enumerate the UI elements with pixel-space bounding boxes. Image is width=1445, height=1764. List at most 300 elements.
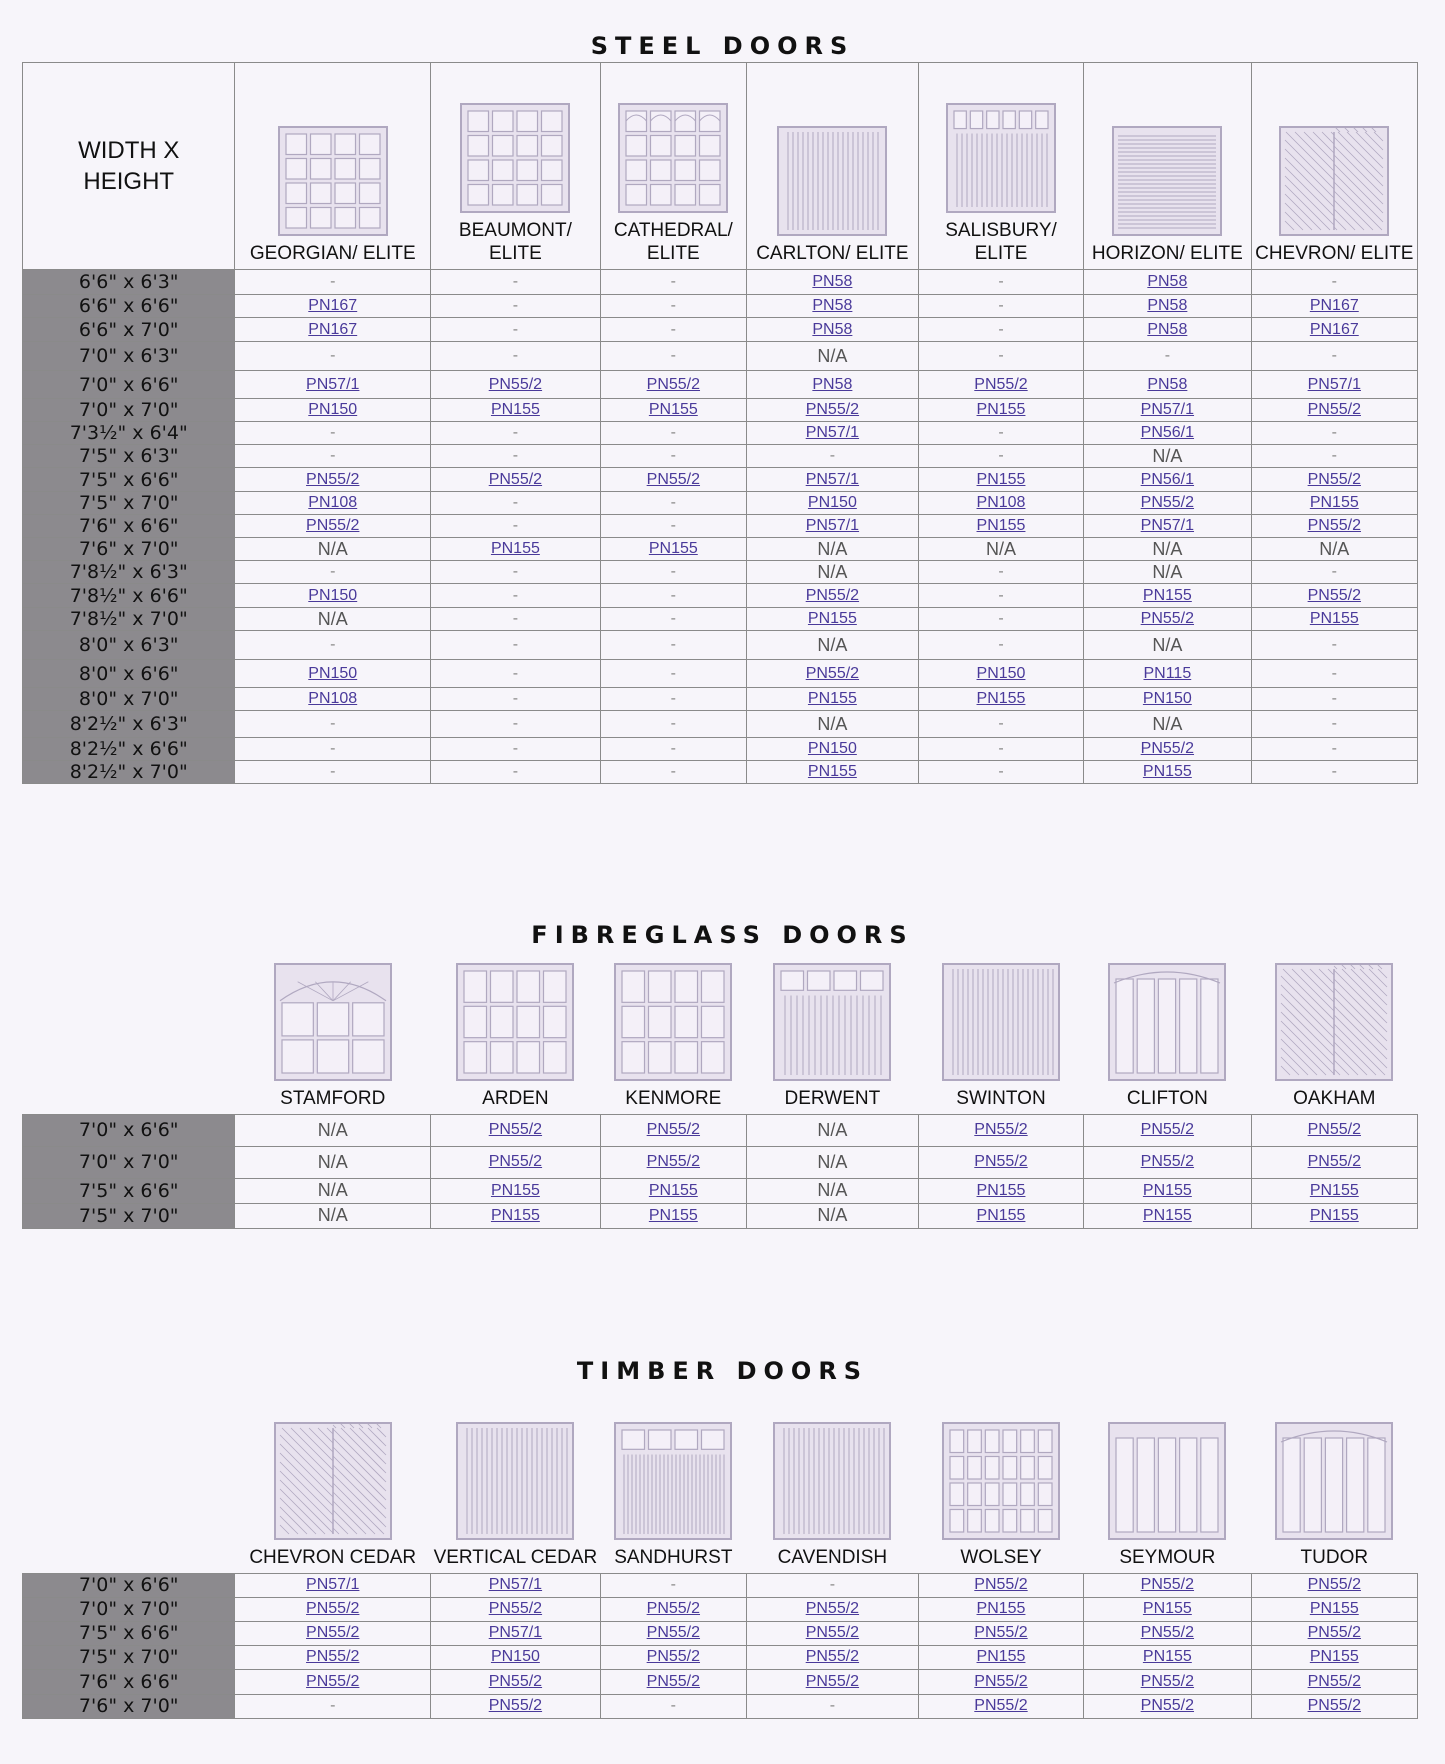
part-cell bbox=[235, 584, 431, 608]
part-cell bbox=[235, 492, 431, 515]
door-name-label: CLIFTON bbox=[1126, 1087, 1208, 1109]
part-cell bbox=[600, 295, 746, 318]
not-available-label: N/A bbox=[317, 538, 348, 559]
part-cell bbox=[918, 515, 1083, 538]
part-cell bbox=[431, 399, 601, 422]
door-column-header bbox=[1084, 63, 1251, 270]
part-cell bbox=[235, 738, 431, 761]
part-number-link[interactable]: PN55/2 bbox=[646, 1648, 701, 1665]
part-cell bbox=[918, 688, 1083, 711]
door-size-cell: 7'0" x 7'0" bbox=[23, 399, 235, 422]
part-number-link[interactable]: PN55/2 bbox=[306, 1648, 360, 1665]
door-column-header bbox=[431, 63, 601, 270]
door-name-label: TUDOR bbox=[1300, 1546, 1369, 1568]
part-number-link[interactable]: PN150 bbox=[1142, 690, 1192, 707]
door-column-header bbox=[918, 63, 1083, 270]
empty-dash: - bbox=[998, 586, 1004, 604]
door-name-label: OAKHAM bbox=[1293, 1087, 1376, 1109]
part-cell bbox=[600, 1645, 746, 1669]
table-row bbox=[23, 1114, 1418, 1146]
table-row bbox=[23, 492, 1418, 515]
part-number-link[interactable]: PN55/2 bbox=[1307, 1672, 1361, 1690]
arden-door-icon bbox=[431, 963, 601, 1081]
door-name-label: CHEVRON CEDAR bbox=[249, 1546, 417, 1568]
not-available-label: N/A bbox=[1152, 713, 1183, 734]
part-number-link[interactable]: PN55/2 bbox=[646, 1672, 701, 1690]
part-cell bbox=[918, 422, 1083, 445]
empty-dash: - bbox=[512, 664, 519, 682]
part-number-link[interactable]: PN55/2 bbox=[974, 1624, 1028, 1641]
door-column-header bbox=[746, 954, 918, 1114]
door-column-header bbox=[235, 954, 431, 1114]
not-available-label: N/A bbox=[817, 1205, 848, 1225]
part-cell bbox=[918, 1597, 1083, 1621]
derwent-door-icon bbox=[746, 963, 918, 1081]
empty-dash: - bbox=[512, 586, 519, 604]
part-number-link[interactable]: PN108 bbox=[308, 494, 358, 511]
part-number-link[interactable]: PN155 bbox=[648, 401, 698, 418]
part-number-link[interactable]: PN55/2 bbox=[1307, 1121, 1361, 1138]
empty-dash: - bbox=[670, 740, 676, 757]
part-number-link[interactable]: PN55/2 bbox=[488, 1672, 543, 1690]
part-number-link[interactable]: PN115 bbox=[1143, 664, 1192, 682]
part-cell bbox=[1251, 1621, 1417, 1645]
door-size-cell: 7'6" x 6'6" bbox=[23, 515, 235, 538]
door-name-label: CHEVRON/ ELITE bbox=[1255, 243, 1414, 264]
part-cell bbox=[235, 422, 431, 445]
part-number-link[interactable]: PN155 bbox=[1309, 1648, 1359, 1665]
empty-dash: - bbox=[512, 320, 519, 338]
part-cell bbox=[1251, 1645, 1417, 1669]
part-number-link[interactable]: PN55/2 bbox=[974, 1121, 1028, 1138]
part-cell bbox=[600, 711, 746, 738]
door-column-header bbox=[746, 1407, 918, 1573]
empty-dash: - bbox=[998, 347, 1004, 364]
part-number-link[interactable]: PN58 bbox=[812, 297, 853, 314]
part-number-link[interactable]: PN155 bbox=[1309, 610, 1359, 627]
part-number-link[interactable]: PN57/1 bbox=[488, 1576, 543, 1593]
part-number-link[interactable]: PN55/2 bbox=[488, 1697, 543, 1714]
part-number-link[interactable]: PN55/2 bbox=[646, 375, 701, 393]
part-cell bbox=[1084, 761, 1251, 784]
part-number-link[interactable]: PN55/2 bbox=[1140, 1153, 1195, 1170]
part-number-link[interactable]: PN57/1 bbox=[306, 1576, 360, 1593]
part-number-link[interactable]: PN150 bbox=[308, 664, 358, 682]
empty-dash: - bbox=[1331, 273, 1337, 290]
part-number-link[interactable]: PN57/1 bbox=[1307, 375, 1361, 393]
part-number-link[interactable]: PN155 bbox=[976, 470, 1026, 488]
part-number-link[interactable]: PN155 bbox=[976, 517, 1026, 534]
part-cell bbox=[600, 371, 746, 399]
part-number-link[interactable]: PN55/2 bbox=[974, 1576, 1028, 1593]
part-cell bbox=[431, 561, 601, 584]
part-cell bbox=[431, 538, 601, 561]
part-number-link[interactable]: PN55/2 bbox=[805, 1624, 860, 1641]
cathedral-door-icon bbox=[601, 103, 746, 213]
part-number-link[interactable]: PN155 bbox=[648, 1181, 698, 1199]
empty-dash: - bbox=[512, 763, 519, 780]
part-cell bbox=[431, 608, 601, 631]
fibreglass-doors-table bbox=[22, 954, 1418, 1229]
part-cell bbox=[746, 1645, 918, 1669]
part-cell bbox=[431, 738, 601, 761]
part-number-link[interactable]: PN58 bbox=[812, 320, 853, 338]
part-cell bbox=[746, 270, 918, 295]
part-number-link[interactable]: PN55/2 bbox=[1140, 1624, 1195, 1641]
part-number-link[interactable]: PN57/1 bbox=[805, 424, 860, 441]
part-cell bbox=[235, 1669, 431, 1694]
part-number-link[interactable]: PN55/2 bbox=[646, 1153, 701, 1170]
door-size-cell: 6'6" x 6'6" bbox=[23, 295, 235, 318]
part-number-link[interactable]: PN155 bbox=[1142, 1600, 1192, 1617]
part-number-link[interactable]: PN155 bbox=[1142, 1206, 1192, 1224]
part-cell bbox=[746, 445, 918, 468]
part-number-link[interactable]: PN155 bbox=[807, 763, 857, 780]
part-number-link[interactable]: PN55/2 bbox=[488, 1121, 543, 1138]
steel-doors-title: STEEL DOORS bbox=[590, 32, 855, 60]
door-column-header bbox=[746, 63, 918, 270]
empty-dash: - bbox=[670, 690, 676, 707]
part-number-link[interactable]: PN155 bbox=[1142, 586, 1192, 604]
part-number-link[interactable]: PN55/2 bbox=[1140, 1576, 1195, 1593]
part-number-link[interactable]: PN55/2 bbox=[1307, 586, 1361, 604]
part-number-link[interactable]: PN55/2 bbox=[805, 1672, 860, 1690]
part-number-link[interactable]: PN150 bbox=[807, 494, 857, 511]
part-cell bbox=[746, 608, 918, 631]
part-number-link[interactable]: PN57/1 bbox=[1140, 401, 1195, 418]
part-cell bbox=[431, 515, 601, 538]
empty-dash: - bbox=[1331, 347, 1337, 364]
part-cell bbox=[1251, 688, 1417, 711]
empty-dash: - bbox=[1331, 664, 1337, 682]
part-cell bbox=[918, 1114, 1083, 1146]
part-number-link[interactable]: PN55/2 bbox=[646, 1600, 701, 1617]
part-cell bbox=[600, 561, 746, 584]
part-number-link[interactable]: PN55/2 bbox=[1307, 1697, 1361, 1714]
not-available-label: N/A bbox=[985, 538, 1016, 559]
part-cell bbox=[746, 422, 918, 445]
part-number-link[interactable]: PN55/2 bbox=[646, 470, 701, 488]
empty-dash: - bbox=[330, 763, 336, 780]
part-cell bbox=[600, 1669, 746, 1694]
part-number-link[interactable]: PN155 bbox=[490, 1181, 540, 1199]
door-size-cell: 7'8½" x 7'0" bbox=[23, 608, 235, 631]
part-number-link[interactable]: PN155 bbox=[976, 690, 1026, 707]
part-cell bbox=[1084, 1573, 1251, 1597]
part-number-link[interactable]: PN155 bbox=[1309, 1181, 1359, 1199]
part-number-link[interactable]: PN155 bbox=[490, 1206, 540, 1224]
part-cell bbox=[918, 468, 1083, 492]
part-cell bbox=[600, 1114, 746, 1146]
part-cell bbox=[1084, 270, 1251, 295]
part-number-link[interactable]: PN55/2 bbox=[646, 1121, 701, 1138]
part-number-link[interactable]: PN55/2 bbox=[805, 1648, 860, 1665]
empty-dash: - bbox=[512, 715, 519, 732]
part-cell bbox=[918, 1178, 1083, 1203]
part-number-link[interactable]: PN55/2 bbox=[805, 586, 860, 604]
part-cell bbox=[600, 422, 746, 445]
part-cell bbox=[235, 761, 431, 784]
part-cell bbox=[600, 660, 746, 688]
empty-dash: - bbox=[670, 494, 676, 511]
part-cell bbox=[918, 445, 1083, 468]
part-number-link[interactable]: PN55/2 bbox=[1140, 1697, 1195, 1714]
part-cell bbox=[1251, 468, 1417, 492]
part-number-link[interactable]: PN155 bbox=[807, 690, 857, 707]
empty-dash: - bbox=[670, 636, 676, 653]
part-number-link[interactable]: PN55/2 bbox=[306, 1672, 360, 1690]
not-available-label: N/A bbox=[317, 1205, 348, 1225]
empty-dash: - bbox=[330, 740, 336, 757]
part-number-link[interactable]: PN167 bbox=[1309, 297, 1359, 314]
part-cell bbox=[431, 1178, 601, 1203]
part-cell bbox=[746, 492, 918, 515]
part-number-link[interactable]: PN55/2 bbox=[1140, 1672, 1195, 1690]
empty-dash: - bbox=[670, 664, 676, 682]
part-cell bbox=[746, 1669, 918, 1694]
empty-dash: - bbox=[670, 1576, 676, 1593]
part-cell bbox=[431, 422, 601, 445]
empty-dash: - bbox=[330, 563, 336, 580]
part-cell bbox=[1084, 342, 1251, 371]
part-cell bbox=[746, 342, 918, 371]
part-number-link[interactable]: PN155 bbox=[976, 401, 1026, 418]
not-available-label: N/A bbox=[817, 345, 848, 366]
part-number-link[interactable]: PN55/2 bbox=[1307, 470, 1361, 488]
empty-dash: - bbox=[998, 320, 1004, 338]
part-number-link[interactable]: PN57/1 bbox=[805, 470, 860, 488]
part-cell bbox=[235, 1597, 431, 1621]
door-size-cell: 8'0" x 7'0" bbox=[23, 688, 235, 711]
part-cell bbox=[918, 295, 1083, 318]
part-number-link[interactable]: PN167 bbox=[308, 320, 358, 338]
part-cell bbox=[918, 1694, 1083, 1718]
part-cell bbox=[918, 1645, 1083, 1669]
part-number-link[interactable]: PN155 bbox=[976, 1206, 1026, 1224]
part-cell bbox=[746, 660, 918, 688]
part-number-link[interactable]: PN155 bbox=[1309, 494, 1359, 511]
part-cell bbox=[746, 399, 918, 422]
door-name-label: HORIZON/ ELITE bbox=[1091, 243, 1243, 264]
part-number-link[interactable]: PN58 bbox=[1147, 375, 1188, 393]
part-number-link[interactable]: PN108 bbox=[976, 494, 1026, 511]
part-cell bbox=[918, 660, 1083, 688]
part-cell bbox=[431, 711, 601, 738]
table-row bbox=[23, 561, 1418, 584]
part-number-link[interactable]: PN155 bbox=[976, 1181, 1026, 1199]
part-cell bbox=[918, 738, 1083, 761]
part-cell bbox=[1084, 422, 1251, 445]
part-cell bbox=[431, 342, 601, 371]
part-number-link[interactable]: PN155 bbox=[490, 540, 540, 557]
part-number-link[interactable]: PN55/2 bbox=[805, 401, 860, 418]
part-cell bbox=[746, 1203, 918, 1228]
part-number-link[interactable]: PN57/1 bbox=[1140, 517, 1195, 534]
not-available-label: N/A bbox=[1319, 538, 1350, 559]
part-cell bbox=[431, 1694, 601, 1718]
part-cell bbox=[1251, 660, 1417, 688]
part-cell bbox=[235, 561, 431, 584]
part-cell bbox=[1084, 1203, 1251, 1228]
part-number-link[interactable]: PN55/2 bbox=[306, 517, 360, 534]
oakham-door-icon bbox=[1251, 963, 1417, 1081]
door-size-cell: 8'2½" x 6'6" bbox=[23, 738, 235, 761]
part-number-link[interactable]: PN108 bbox=[308, 690, 358, 707]
part-number-link[interactable]: PN150 bbox=[308, 586, 358, 604]
part-cell bbox=[235, 1114, 431, 1146]
part-cell bbox=[1084, 1694, 1251, 1718]
part-number-link[interactable]: PN55/2 bbox=[1307, 401, 1361, 418]
part-cell bbox=[600, 1203, 746, 1228]
door-column-header bbox=[600, 63, 746, 270]
part-number-link[interactable]: PN56/1 bbox=[1140, 424, 1195, 441]
part-number-link[interactable]: PN150 bbox=[490, 1648, 540, 1665]
part-number-link[interactable]: PN55/2 bbox=[1140, 610, 1195, 627]
part-number-link[interactable]: PN150 bbox=[976, 664, 1026, 682]
table-row bbox=[23, 1597, 1418, 1621]
part-number-link[interactable]: PN57/1 bbox=[805, 517, 860, 534]
part-cell bbox=[1084, 631, 1251, 660]
part-number-link[interactable]: PN155 bbox=[976, 1648, 1026, 1665]
part-cell bbox=[431, 1645, 601, 1669]
part-number-link[interactable]: PN155 bbox=[1142, 763, 1192, 780]
empty-dash: - bbox=[330, 1697, 336, 1714]
part-cell bbox=[918, 584, 1083, 608]
part-number-link[interactable]: PN58 bbox=[1147, 320, 1188, 338]
part-number-link[interactable]: PN155 bbox=[490, 401, 540, 418]
part-number-link[interactable]: PN58 bbox=[1147, 297, 1188, 314]
door-name-label: CATHEDRAL/ ELITE bbox=[613, 220, 733, 264]
door-column-header bbox=[918, 1407, 1083, 1573]
part-cell bbox=[918, 318, 1083, 342]
part-number-link[interactable]: PN155 bbox=[648, 1206, 698, 1224]
part-number-link[interactable]: PN55/2 bbox=[488, 375, 543, 393]
empty-dash: - bbox=[998, 297, 1004, 314]
part-cell bbox=[600, 342, 746, 371]
part-cell bbox=[235, 1203, 431, 1228]
part-number-link[interactable]: PN55/2 bbox=[805, 1600, 860, 1617]
empty-dash: - bbox=[670, 1697, 676, 1714]
empty-dash: - bbox=[998, 447, 1004, 464]
part-cell bbox=[235, 688, 431, 711]
part-number-link[interactable]: PN55/2 bbox=[306, 1600, 360, 1617]
table-row bbox=[23, 711, 1418, 738]
part-number-link[interactable]: PN55/2 bbox=[974, 1153, 1028, 1170]
part-number-link[interactable]: PN55/2 bbox=[488, 1153, 543, 1170]
part-number-link[interactable]: PN57/1 bbox=[306, 375, 360, 393]
part-number-link[interactable]: PN56/1 bbox=[1140, 470, 1195, 488]
door-name-label: SEYMOUR bbox=[1119, 1546, 1216, 1568]
part-number-link[interactable]: PN55/2 bbox=[1140, 494, 1195, 511]
part-number-link[interactable]: PN55/2 bbox=[488, 1600, 543, 1617]
part-number-link[interactable]: PN155 bbox=[648, 540, 698, 557]
part-cell bbox=[431, 1114, 601, 1146]
steel-doors-table bbox=[22, 62, 1418, 784]
part-number-link[interactable]: PN55/2 bbox=[974, 1672, 1028, 1690]
part-number-link[interactable]: PN57/1 bbox=[488, 1624, 543, 1641]
part-number-link[interactable]: PN58 bbox=[812, 375, 853, 393]
part-number-link[interactable]: PN55/2 bbox=[1307, 1576, 1361, 1593]
not-available-label: N/A bbox=[1152, 634, 1183, 655]
part-number-link[interactable]: PN58 bbox=[1147, 273, 1188, 290]
part-number-link[interactable]: PN55/2 bbox=[1307, 517, 1361, 534]
part-cell bbox=[600, 1573, 746, 1597]
not-available-label: N/A bbox=[817, 538, 848, 559]
part-cell bbox=[431, 295, 601, 318]
part-cell bbox=[600, 492, 746, 515]
part-cell bbox=[918, 761, 1083, 784]
part-cell bbox=[235, 270, 431, 295]
part-number-link[interactable]: PN155 bbox=[1309, 1600, 1359, 1617]
part-number-link[interactable]: PN155 bbox=[1309, 1206, 1359, 1224]
part-number-link[interactable]: PN155 bbox=[807, 610, 857, 627]
part-number-link[interactable]: PN55/2 bbox=[805, 664, 860, 682]
empty-dash: - bbox=[1164, 347, 1171, 364]
part-cell bbox=[431, 1669, 601, 1694]
part-number-link[interactable]: PN55/2 bbox=[306, 1624, 360, 1641]
height-header-label: HEIGHT bbox=[83, 168, 175, 195]
table-row bbox=[23, 468, 1418, 492]
part-number-link[interactable]: PN167 bbox=[308, 297, 358, 314]
part-number-link[interactable]: PN55/2 bbox=[1307, 1153, 1361, 1170]
part-cell bbox=[746, 318, 918, 342]
part-number-link[interactable]: PN55/2 bbox=[488, 470, 543, 488]
part-number-link[interactable]: PN155 bbox=[976, 1600, 1026, 1617]
part-cell bbox=[918, 371, 1083, 399]
kenmore-door-icon bbox=[600, 963, 746, 1081]
table-row bbox=[23, 1621, 1418, 1645]
door-size-cell: 7'0" x 6'6" bbox=[23, 371, 235, 399]
table-row bbox=[23, 1669, 1418, 1694]
not-available-label: N/A bbox=[817, 1119, 848, 1140]
part-number-link[interactable]: PN55/2 bbox=[974, 1697, 1028, 1714]
part-number-link[interactable]: PN155 bbox=[1142, 1648, 1192, 1665]
part-number-link[interactable]: PN55/2 bbox=[1307, 1624, 1361, 1641]
part-number-link[interactable]: PN167 bbox=[1309, 320, 1359, 338]
part-number-link[interactable]: PN150 bbox=[308, 401, 358, 418]
part-cell bbox=[1084, 1178, 1251, 1203]
sandhurst-door-icon bbox=[600, 1422, 746, 1540]
empty-dash: - bbox=[670, 563, 676, 580]
part-number-link[interactable]: PN58 bbox=[812, 273, 853, 290]
part-cell bbox=[746, 761, 918, 784]
part-number-link[interactable]: PN55/2 bbox=[974, 375, 1028, 393]
door-column-header bbox=[1251, 954, 1417, 1114]
part-number-link[interactable]: PN150 bbox=[807, 740, 857, 757]
wolsey-door-icon bbox=[918, 1422, 1083, 1540]
door-size-cell: 7'6" x 7'0" bbox=[23, 538, 235, 561]
part-number-link[interactable]: PN55/2 bbox=[1140, 1121, 1195, 1138]
door-size-cell: 6'6" x 7'0" bbox=[23, 318, 235, 342]
beaumont-door-icon bbox=[431, 103, 600, 213]
part-cell bbox=[1084, 561, 1251, 584]
empty-dash: - bbox=[829, 447, 836, 464]
part-cell bbox=[746, 295, 918, 318]
part-cell bbox=[431, 371, 601, 399]
part-number-link[interactable]: PN155 bbox=[1142, 1181, 1192, 1199]
part-number-link[interactable]: PN55/2 bbox=[646, 1624, 701, 1641]
table-row bbox=[23, 1645, 1418, 1669]
part-number-link[interactable]: PN55/2 bbox=[306, 470, 360, 488]
part-cell bbox=[431, 270, 601, 295]
stamford-door-icon bbox=[235, 963, 431, 1081]
table-row bbox=[23, 295, 1418, 318]
part-number-link[interactable]: PN55/2 bbox=[1140, 740, 1195, 757]
door-size-cell: 7'0" x 7'0" bbox=[23, 1146, 235, 1178]
part-cell bbox=[1084, 1597, 1251, 1621]
part-cell bbox=[600, 584, 746, 608]
part-cell bbox=[1251, 1178, 1417, 1203]
